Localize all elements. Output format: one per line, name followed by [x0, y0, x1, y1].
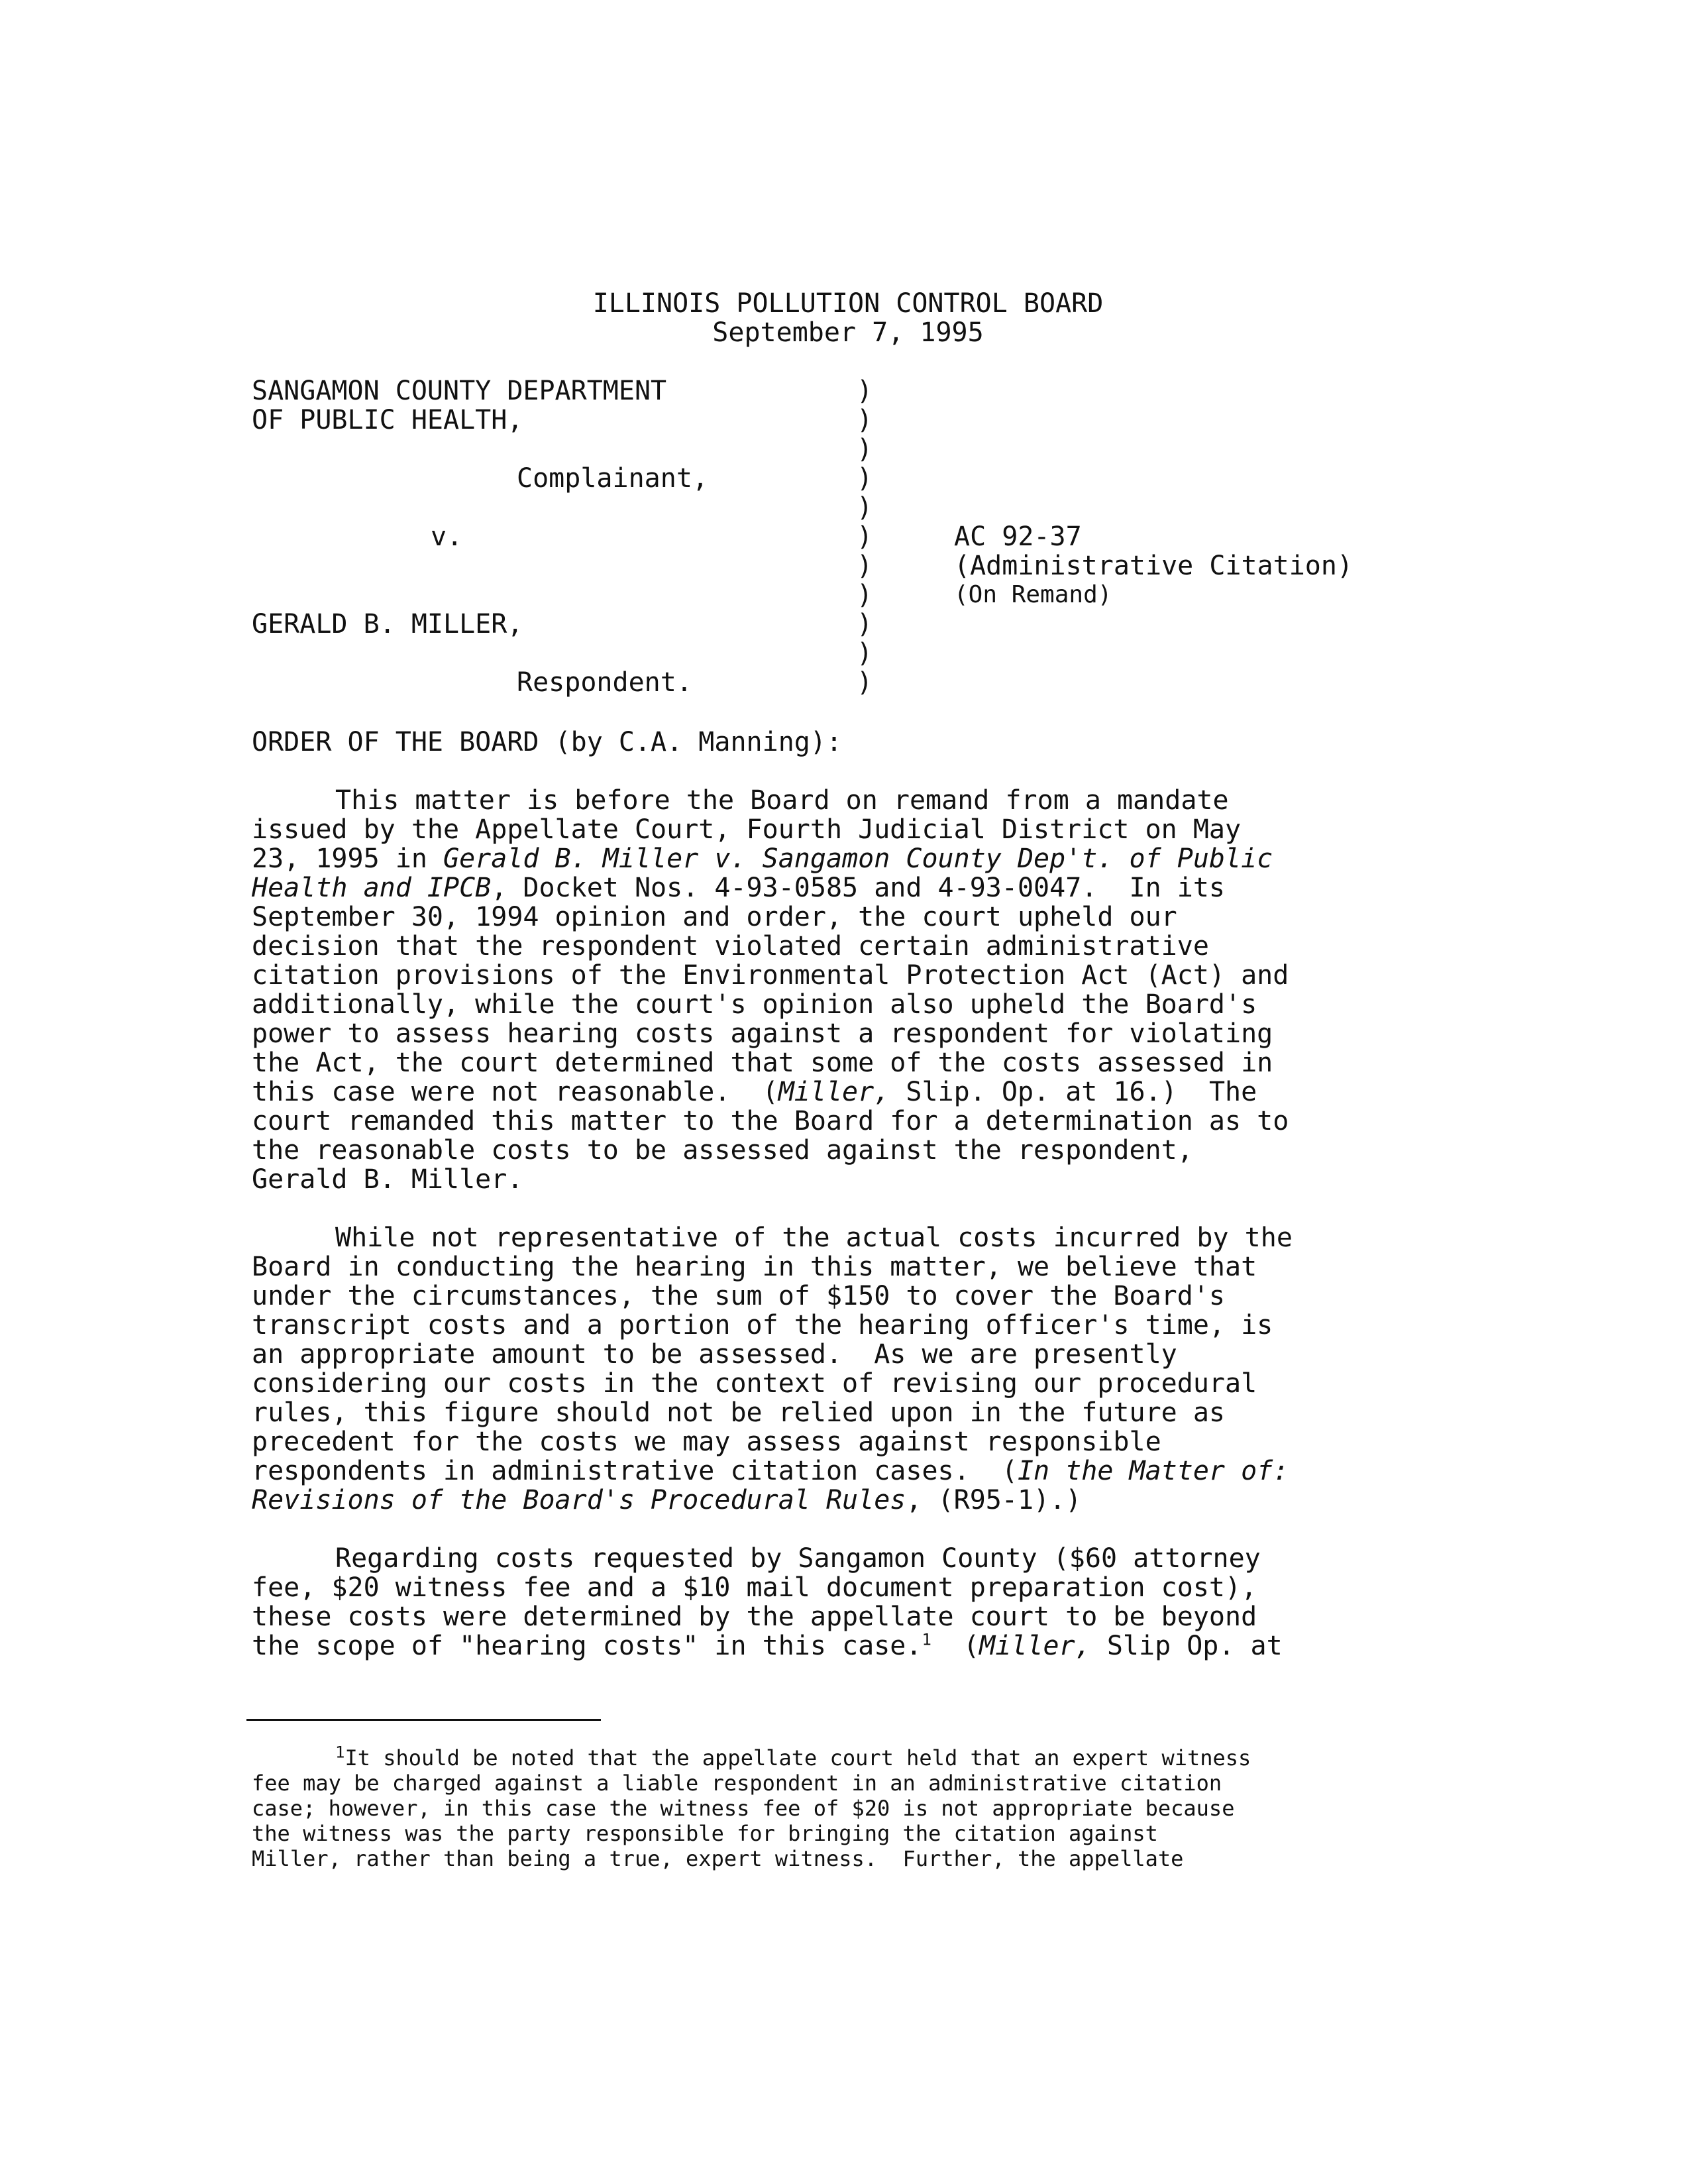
text-run: Slip Op. at	[1090, 1631, 1283, 1661]
text-line	[252, 1486, 1404, 1515]
footnote-line: case; however, in this case the witness fee of $20 is not appropriate because	[252, 1796, 1235, 1821]
text-line	[252, 844, 1404, 873]
text-run: , Docket Nos. 4-93-0585 and 4-93-0047. In its	[491, 873, 1226, 903]
text-line: power to assess hearing costs against a respondent for violating	[252, 1018, 1273, 1049]
text-line: Regarding costs requested by Sangamon County ($60 attorney	[335, 1543, 1261, 1574]
paragraph-remand	[252, 786, 1404, 1194]
paragraph-costs-assessed	[252, 1223, 1404, 1515]
complainant-name-line-2: OF PUBLIC HEALTH,	[252, 405, 523, 435]
text-run: the scope of "hearing costs" in this case.	[252, 1631, 922, 1661]
text-line: the reasonable costs to be assessed against the respondent,	[252, 1135, 1193, 1166]
caption-paren: )	[857, 580, 873, 610]
text-line: Board in conducting the hearing in this matter, we believe that	[252, 1252, 1257, 1282]
text-run: It should be noted that the appellate court held that an expert witness	[344, 1745, 1251, 1771]
footnote-line	[252, 1745, 1404, 1771]
caption-paren: )	[857, 521, 873, 552]
footnote-line: Miller, rather than being a true, expert witness. Further, the appellate	[252, 1846, 1184, 1871]
caption-paren: )	[857, 405, 873, 435]
footnote-line: the witness was the party responsible for bringing the citation against	[252, 1821, 1158, 1846]
footnote-divider	[246, 1719, 601, 1721]
text-line: While not representative of the actual costs incurred by the	[335, 1223, 1293, 1253]
text-line: additionally, while the court's opinion also upheld the Board's	[252, 989, 1257, 1020]
caption-blank	[252, 435, 848, 464]
case-number: AC 92-37	[954, 521, 1082, 552]
caption-paren: )	[857, 609, 873, 639]
caption-paren: )	[857, 667, 873, 698]
text-line: the Act, the court determined that some of the costs assessed in	[252, 1048, 1273, 1078]
caption-paren: )	[857, 434, 873, 464]
text-line	[252, 873, 1404, 902]
caption-paren: )	[857, 463, 873, 494]
complainant-name-line-1: SANGAMON COUNTY DEPARTMENT	[252, 376, 667, 406]
text-line: Gerald B. Miller.	[252, 1164, 523, 1195]
versus-label: v.	[431, 521, 463, 552]
text-line: transcript costs and a portion of the hearing officer's time, is	[252, 1310, 1273, 1340]
text-line: these costs were determined by the appellate court to be beyond	[252, 1602, 1257, 1632]
text-line: considering our costs in the context of revising our procedural	[252, 1368, 1257, 1399]
text-run: respondents in administrative citation cases. (	[252, 1456, 1018, 1486]
text-line: an appropriate amount to be assessed. As we are presently	[252, 1339, 1177, 1370]
text-line: This matter is before the Board on remand from a mandate	[335, 785, 1229, 816]
case-citation: Revisions of the Board's Procedural Rules	[252, 1485, 906, 1515]
text-run: Slip. Op. at 16.) The	[890, 1077, 1257, 1107]
text-run: (	[931, 1631, 980, 1661]
respondent-name: GERALD B. MILLER,	[252, 609, 523, 639]
caption-paren: )	[857, 376, 873, 406]
text-line: under the circumstances, the sum of $150 to cover the Board's	[252, 1281, 1226, 1311]
text-line	[252, 1077, 1404, 1107]
caption-blank	[252, 639, 848, 668]
text-line	[252, 1456, 1404, 1486]
text-line: citation provisions of the Environmental Protection Act (Act) and	[252, 960, 1289, 991]
text-line: precedent for the costs we may assess against responsible	[252, 1427, 1161, 1457]
footnote	[252, 1745, 1404, 1871]
text-line: fee, $20 witness fee and a $10 mail document preparation cost),	[252, 1572, 1257, 1603]
footnote-reference: 1	[922, 1630, 931, 1649]
case-citation: Gerald B. Miller v. Sangamon County Dep't. of Public	[443, 844, 1273, 874]
caption-paren: )	[857, 551, 873, 581]
text-line	[252, 1631, 1404, 1661]
footnote-marker: 1	[335, 1743, 345, 1762]
respondent-role: Respondent.	[517, 667, 692, 698]
caption-paren: )	[857, 492, 873, 523]
text-line: court remanded this matter to the Board for a determination as to	[252, 1106, 1289, 1136]
text-line: rules, this figure should not be relied upon in the future as	[252, 1397, 1226, 1428]
complainant-role: Complainant,	[517, 463, 708, 494]
text-line: decision that the respondent violated certain administrative	[252, 931, 1209, 961]
case-status: (On Remand)	[954, 581, 1112, 608]
case-citation: Miller,	[979, 1631, 1091, 1661]
paragraph-county-costs	[252, 1544, 1404, 1661]
footnote-line: fee may be charged against a liable respondent in an administrative citation	[252, 1771, 1222, 1796]
caption-blank	[252, 551, 848, 580]
caption-blank	[252, 493, 848, 522]
text-run: , (R95-1).)	[906, 1485, 1082, 1515]
agency-title: ILLINOIS POLLUTION CONTROL BOARD	[592, 288, 1104, 319]
text-line: September 30, 1994 opinion and order, the court upheld our	[252, 902, 1177, 932]
order-heading: ORDER OF THE BOARD (by C.A. Manning):	[252, 727, 843, 757]
case-identifier-block	[954, 522, 1353, 610]
case-caption-parties	[252, 376, 848, 697]
case-citation: Miller,	[778, 1077, 890, 1107]
text-run: 23, 1995 in	[252, 844, 443, 874]
case-type: (Administrative Citation)	[954, 551, 1353, 581]
case-citation: In the Matter of:	[1017, 1456, 1289, 1486]
caption-blank	[252, 580, 848, 610]
text-line: issued by the Appellate Court, Fourth Judicial District on May	[252, 814, 1242, 845]
text-run: this case were not reasonable. (	[252, 1077, 778, 1107]
order-date: September 7, 1995	[712, 317, 984, 348]
caption-paren: )	[857, 638, 873, 669]
case-citation: Health and IPCB	[252, 873, 492, 903]
caption-paren-column	[857, 376, 873, 697]
